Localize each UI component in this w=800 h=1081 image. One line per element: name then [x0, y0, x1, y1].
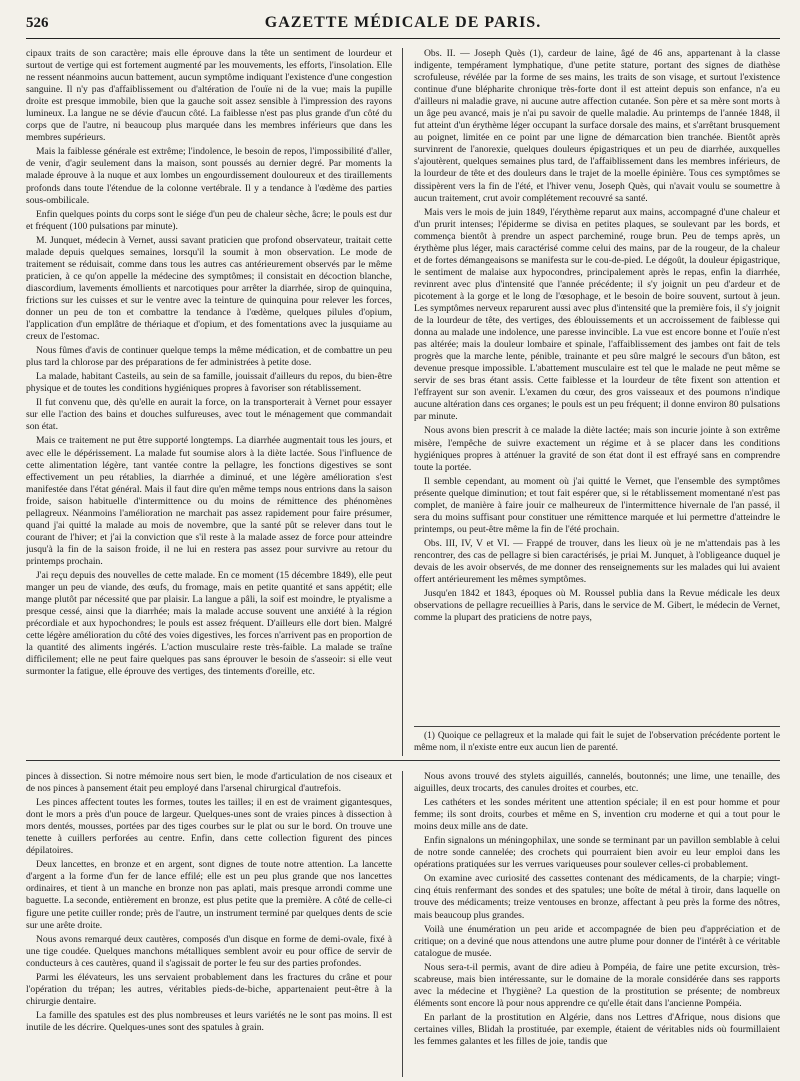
paragraph: Nous sera-t-il permis, avant de dire adieu à Pompéia, de faire une petite excursion, très-scabreuse, mais bien intéressante, sur le domaine de la morale considérée dans ses rapports avec la médecine et l'hygiène? La question de la prostitution se présente; de nombreux éléments sont encore là pour nous apprendre ce qu'elle était dans l'ancienne Pompéia. [414, 961, 780, 1009]
lower-right-column [414, 771, 780, 1077]
paragraph: Mais la faiblesse générale est extrême; l'indolence, le besoin de repos, l'impossibilité d'aller, de venir, d'agir seulement dans la maison, sont poussés au dernier degré. Par moments la malade éprouve à la nuque et aux lombes un engourdissement douloureux et des tiraillements profonds dans toute l'étendue de la colonne vertébrale. Il y a tendance à l'œdème des parties sous-ombilicale. [26, 146, 392, 206]
paragraph: Mais vers le mois de juin 1849, l'érythème reparut aux mains, accompagné d'une chaleur et d'un prurit intenses; l'épiderme se divisa en petites plaques, se soulevant par les bords, et commença bientôt à prendre un aspect parcheminé, rouge brun. Peu de temps après, un érythème plus léger, mais caractérisé comme celui des mains, par de la rougeur, de la chaleur et de fortes démangeaisons se manifesta sur le cou-de-pied. Le dégoût, la douleur épigastrique, le sentiment de malaise aux hypocondres, principalement après le repas, enfin la diarrhée, revinrent avec plus d'intensité que l'année précédente; il s'y joignit un peu d'ardeur et de picotement à la gorge et le long de l'œsophage, et le besoin de boire souvent, surtout à jeun. Les symptômes nerveux reparurent aussi avec plus d'intensité que la première fois, il s'y joignit de la lourdeur de tête, des vertiges, des éblouissements et un accroissement de faiblesse qui donna au malade une indolence, une paresse invincible. La vue est encore bonne et l'ouïe n'est pas altérée; mais la douleur lombaire et spinale, l'affaiblissement des jambes ont fait de tels progrès que la marche lente, pénible, trainante et peu sûre malgré le secours d'un bâton, est devenue presque impossible. L'abattement musculaire est tel que le malade ne peut même se servir de ses bras étant assis. Cette faiblesse et la lourdeur de tête fixent son attention et l'effrayent sur son avenir. L'examen du cœur, des gros vaisseaux et des poumons n'indique aucune altération dans ces organes; le pouls est un peu fréquent; il donne environ 80 pulsations par minute. [414, 206, 780, 423]
column-divider [402, 48, 403, 756]
paragraph: Obs. II. — Joseph Quès (1), cardeur de laine, âgé de 46 ans, appartenant à la classe indigente, tempérament lymphatique, d'une petite stature, portant des signes de diathèse scrofuleuse, révélée par la forme de ses mains, les traits de son visage, et surtout l'existence continue d'une blépharite chronique très-forte dont il est atteint depuis son enfance, n'a eu d'ailleurs ni maladie grave, ni aucune autre affection cutanée. Son père et sa mère sont morts à un âge peu avancé, mais je n'ai pu savoir de quelle maladie. Au printemps de l'année 1848, il fut atteint d'un érythème léger occupant la surface dorsale des mains, et s'arrêtant brusquement au poignet, limitée en ce point par une ligne de démarcation bien tranchée. Bientôt après survinrent de l'anorexie, quelques douleurs épigastriques et un peu de diarrhée, auxquelles s'ajoutèrent, quelques semaines plus tard, de l'affaiblissement dans les membres inférieurs, de la lourdeur de tête et des douleurs dans le trajet de la moelle épinière. Tous ces symptômes se dissipèrent vers la fin de l'été, et l'hiver venu, Joseph Quès, qui n'avait voulu se soumettre à aucun traitement, crut avoir complétement recouvré sa santé. [414, 48, 780, 204]
paragraph: cipaux traits de son caractère; mais elle éprouve dans la tête un sentiment de lourdeur et surtout de vertige qui est fortement augmenté par les mouvements, les efforts, l'insolation. Elle ne ressent néanmoins aucun battement, aucun symptôme indiquant l'existence d'une congestion sanguine. Il n'y pas d'affaiblissement ou d'altération de l'ouïe ni de la vue; mais la pupille droite est presque immobile, bien que la gauche soit assez sensible à l'impression des rayons lumineux. La langue ne se dévie d'aucun côté. La faiblesse n'est pas plus grande d'un côté du corps que de l'autre, ni beaucoup plus marquée dans les membres inférieurs que dans les membres supérieurs. [26, 48, 392, 144]
footnote-text: (1) Quoique ce pellagreux et la malade qui fait le sujet de l'observation précédente portent le même nom, il n'existe entre eux aucun lien de parenté. [414, 731, 780, 753]
paragraph: pinces à dissection. Si notre mémoire nous sert bien, le mode d'articulation de nos ciseaux et de nos pinces à pansement était peu employé dans l'arsenal chirurgical d'autrefois. [26, 771, 392, 795]
paragraph: Enfin quelques points du corps sont le siége d'un peu de chaleur sèche, âcre; le pouls est dur et fréquent (100 pulsations par minute). [26, 208, 392, 232]
page-number: 526 [26, 15, 49, 31]
paragraph: La malade, habitant Casteils, au sein de sa famille, jouissait d'ailleurs du repos, du bien-être physique et de toutes les conditions hygiéniques propres à favoriser son rétablissement. [26, 371, 392, 395]
page-header [26, 14, 780, 39]
paragraph: Les pinces affectent toutes les formes, toutes les tailles; il en est de vraiment gigantesques, dont le mors a près d'un pouce de largeur. Quelques-unes sont de vraies pinces à dissection à mors dentés, mousses, portées par des tiges courbes sur le plat ou sur le bord. On trouve une tenette à cuillers perforées au centre. Enfin, dans cette collection figurent des pinces dépilatoires. [26, 797, 392, 857]
paragraph: Les cathéters et les sondes méritent une attention spéciale; il en est pour homme et pour femme; ils sont droits, courbes et même en S, invention cru moderne et qui a tout pour le moins deux mille ans de date. [414, 797, 780, 833]
footnote [414, 726, 780, 756]
paragraph: J'ai reçu depuis des nouvelles de cette malade. En ce moment (15 décembre 1849), elle peut manger un peu de viande, des œufs, du fromage, mais en petite quantité et sans appétit; elle mange plutôt par nécessité que par plaisir. La langue a pâli, la soif est moindre, le ptyalisme a presque cessé, ainsi que la diarrhée; mais la malade accuse souvent une anxiété à la région précordiale et aux hypochondres; le pouls est assez fréquent. D'ailleurs elle dort bien. Malgré cette légère amélioration du côté des voies digestives, les forces n'arrivent pas en proportion de la quantité des aliments ingérés. L'action musculaire reste très-faible. La malade se traîne difficilement; elle ne peut faire quelques pas sans éprouver le besoin de s'asseoir: si elle veut surmonter la fatigue, elle éprouve des vertiges, des tintements d'oreille, etc. [26, 569, 392, 678]
paragraph: Parmi les élévateurs, les uns servaient probablement dans les fractures du crâne et pour l'opération du trépan; les autres, véritables pieds-de-biche, appartenaient peut-être à la chirurgie dentaire. [26, 971, 392, 1007]
paragraph: La famille des spatules est des plus nombreuses et leurs variétés ne le sont pas moins. Il est inutile de les décrire. Quelques-unes sont des spatules à grain. [26, 1009, 392, 1033]
paragraph: Il fut convenu que, dès qu'elle en aurait la force, on la transporterait à Vernet pour essayer sur elle l'action des bains et douches sulfureuses, avec tout le ménagement que commandait son état. [26, 397, 392, 433]
paragraph: Mais ce traitement ne put être supporté longtemps. La diarrhée augmentait tous les jours, et avec elle le dépérissement. La malade fut soumise alors à la diète lactée. Sous l'influence de cette alimentation légère, tant vantée contre la pellagre, les fonctions digestives se sont effectivement un peu rétablies, la diarrhée a diminué, et une légère amélioration s'est manifestée dans l'état général. Mais il faut dire qu'en même temps nous entrions dans la saison froide, saison habituelle d'intermittence ou du moins de rémittence des phénomènes pellagreux. Néanmoins l'amélioration ne marchait pas assez rapidement pour faire présumer, quand j'ai quitté la malade au mois de novembre, que la santé pût se relever dans tout le courant de l'hiver; et j'ai la conviction que s'il reste à la malade assez de force pour atteindre jusqu'à la fin de la saison froide, il ne lui en restera pas assez pour survivre au retour du printemps prochain. [26, 435, 392, 567]
paragraph: Voilà une énumération un peu aride et accompagnée de bien peu d'appréciation et de critique; on a deviné que nous attendons une autre plume pour donner de l'intérêt à ce véritable catalogue de musée. [414, 923, 780, 959]
upper-right-column [414, 48, 780, 756]
paragraph: Nous avons bien prescrit à ce malade la diète lactée; mais son incurie jointe à son extrême misère, l'empêche de suivre exactement un régime et à se placer dans les conditions hygiéniques propres à atténuer la gravité de son état dont il est effrayé sans en comprendre toute la portée. [414, 425, 780, 473]
paragraph: Deux lancettes, en bronze et en argent, sont dignes de toute notre attention. La lancette d'argent a la forme d'un fer de lance effilé; elle est un peu plus grande que nos lancettes ordinaires, et tient à un manche en bronze non pas aplati, mais presque arrondi comme une baguette. La seconde, entièrement en bronze, est plus petite que la première. A côté de celle-ci figure une petite cuiller ronde; près de l'autre, un instrument terminé par quelques dents de scie sur une arête droite. [26, 859, 392, 931]
paragraph: M. Junquet, médecin à Vernet, aussi savant praticien que profond observateur, traitait cette malade depuis quelques semaines, lorsqu'il la soumit à mon observation. Le mode de traitement se réduisait, comme dans tous les autres cas antérieurement observés par le même praticien, à ce qu'on appelle la médecine des symptômes; il consistait en décoction blanche, diascordium, lavements émollients et narcotiques pour arrêter la diarrhée, sirop de quinquina, frictions sur les cuisses et sur le ventre avec la teinture de quinquina pour relever les forces, donner un peu de ton et combattre la tendance à l'œdème, quelques pilules d'opium, l'application d'un emplâtre de thériaque et d'opium, et des fomentations avec la jusquiame au creux de l'estomac. [26, 234, 392, 343]
upper-article [26, 48, 780, 756]
paragraph: Obs. III, IV, V et VI. — Frappé de trouver, dans les lieux où je ne m'attendais pas à les rencontrer, des cas de pellagre si bien caractérisés, je priai M. Junquet, à l'obligeance duquel je devais de les avoir observés, de me donner des renseignements sur les malades qui lui avaient offert antérieurement les mêmes symptômes. [414, 537, 780, 586]
lower-article [26, 771, 780, 1077]
section-divider [26, 760, 780, 761]
column-divider [402, 771, 403, 1077]
paragraph: Enfin signalons un méningophilax, une sonde se terminant par un pavillon semblable à celui de notre sonde cannelée; des crochets qui pourraient bien avoir eu leur emploi dans les opérations pratiquées sur les verrues variqueuses pour soulever celles-ci probablement. [414, 835, 780, 871]
paragraph: Nous fûmes d'avis de continuer quelque temps la même médication, et de combattre un peu plus tard la chlorose par des préparations de fer administrées à petite dose. [26, 345, 392, 369]
upper-left-column [26, 48, 392, 756]
paragraph: Nous avons trouvé des stylets aiguillés, cannelés, boutonnés; une lime, une tenaille, des aiguilles, deux trocarts, des canules droites et courbes, etc. [414, 771, 780, 795]
paragraph: Nous avons remarqué deux cautères, composés d'un disque en forme de demi-ovale, fixé à une tige coudée. Quelques manchons métalliques semblent avoir eu pour office de servir de conducteurs à ces cautères, quand il s'agissait de porter le feu sur des parties profondes. [26, 933, 392, 969]
lower-left-column [26, 771, 392, 1077]
journal-title: GAZETTE MÉDICALE DE PARIS. [264, 14, 542, 31]
paragraph: Il semble cependant, au moment où j'ai quitté le Vernet, que l'ensemble des symptômes présente quelque diminution; et tout fait espérer que, si le rétablissement momentané n'est pas complet, de manière à faire jouir ce malheureux de l'intermittence hivernale de l'an passé, il sera du moins suffisant pour constituer une rémittence marquée et lui permettre d'atteindre le printemps, ou peut-être même la fin de l'été prochain. [414, 475, 780, 535]
paragraph: On examine avec curiosité des cassettes contenant des médicaments, de la charpie; vingt-cinq étuis renfermant des sondes et des spatules; une boîte de métal à tiroir, dans laquelle on trouve des médicaments; treize ventouses en bronze, affectant à peu près la forme des nôtres, mais beaucoup plus grandes. [414, 873, 780, 921]
paragraph: Jusqu'en 1842 et 1843, époques où M. Roussel publia dans la Revue médicale les deux observations de pellagre recueillies à Paris, dans le service de M. Gibert, le médecin de Vernet, comme la plupart des praticiens de notre pays, [414, 588, 780, 624]
paragraph: En parlant de la prostitution en Algérie, dans nos Lettres d'Afrique, nous disions que certaines villes, Blidah la prostituée, par exemple, étaient de véritables nids où fourmillaient les femmes galantes et les filles de joie, tandis que [414, 1011, 780, 1047]
